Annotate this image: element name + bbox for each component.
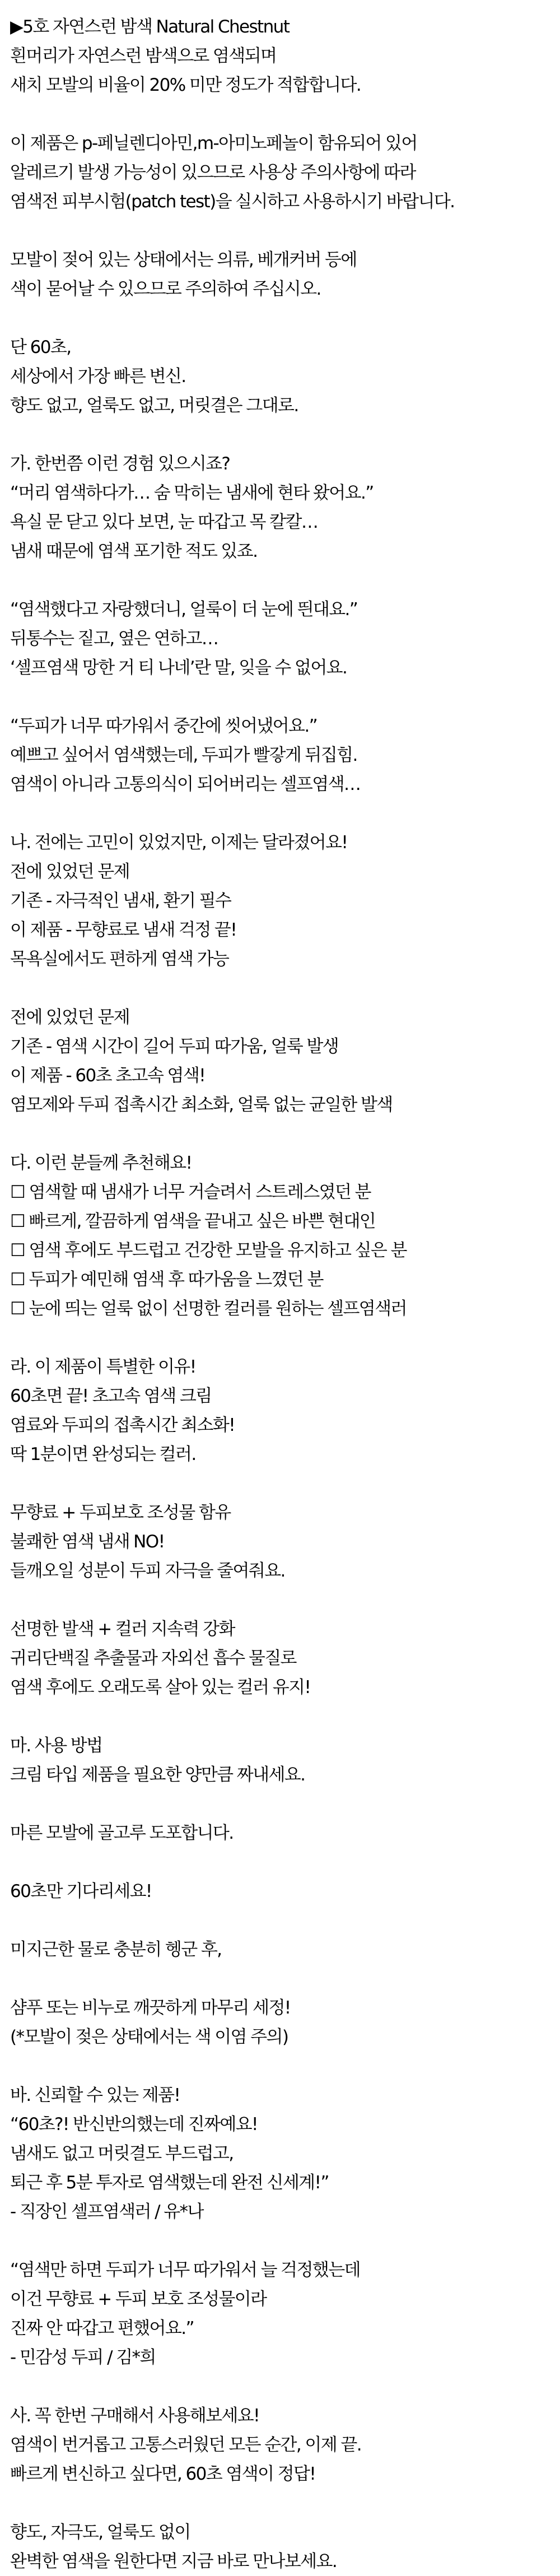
paragraph-gap [10, 1789, 560, 1819]
text-line: 사. 꼭 한번 구매해서 사용해보세요! [10, 2406, 259, 2426]
text-line: 바. 신뢰할 수 있는 제품! [10, 2085, 180, 2105]
text-line: “염색했다고 자랑했더니, 얼룩이 더 눈에 띈대요.” [10, 599, 358, 620]
text-line: 샴푸 또는 비누로 깨끗하게 마무리 세정! [10, 1998, 291, 2018]
text-line: 알레르기 발생 가능성이 있으므로 사용상 주의사항에 따라 [10, 162, 416, 183]
text-line: - 직장인 셀프염색러 / 유*나 [10, 2202, 203, 2222]
paragraph-gap [10, 2489, 560, 2518]
paragraph-gap [10, 682, 560, 712]
text-line: 마른 모발에 골고루 도포합니다. [10, 1823, 234, 1843]
text-line: 들깨오일 성분이 두피 자극을 줄여줘요. [10, 1561, 285, 1581]
text-line: “염색만 하면 두피가 너무 따가워서 늘 걱정했는데 [10, 2260, 360, 2280]
text-line: 이 제품은 p-페닐렌디아민,m-아미노페놀이 함유되어 있어 [10, 133, 417, 154]
text-line: 나. 전에는 고민이 있었지만, 이제는 달라졌어요! [10, 833, 348, 853]
text-line: 전에 있었던 문제 [10, 1007, 129, 1027]
paragraph-gap [10, 799, 560, 828]
text-line: 60초만 기다리세요! [10, 1881, 152, 1901]
text-line: 염료와 두피의 접촉시간 최소화! [10, 1415, 235, 1435]
paragraph-gap [10, 2372, 560, 2401]
text-line: 염색 후에도 오래도록 살아 있는 컬러 유지! [10, 1677, 311, 1698]
paragraph-gap [10, 1848, 560, 1877]
text-line: 이 제품 - 무향료로 냄새 걱정 끝! [10, 920, 237, 940]
paragraph-gap [10, 2052, 560, 2081]
paragraph-gap [10, 420, 560, 449]
text-line: 미지근한 물로 충분히 헹군 후, [10, 1940, 222, 1960]
text-line: 모발이 젖어 있는 상태에서는 의류, 베개커버 등에 [10, 250, 357, 270]
text-line: 단 60초, [10, 337, 71, 357]
text-line: ☐ 두피가 예민해 염색 후 따가움을 느꼈던 분 [10, 1270, 323, 1290]
text-line: 염모제와 두피 접촉시간 최소화, 얼룩 없는 균일한 발색 [10, 1095, 393, 1115]
text-line: 60초면 끝! 초고속 염색 크림 [10, 1386, 212, 1406]
text-line: 빠르게 변신하고 싶다면, 60초 염색이 정답! [10, 2464, 316, 2484]
text-line: “두피가 너무 따가워서 중간에 씻어냈어요.” [10, 716, 318, 736]
text-line: ☐ 눈에 띄는 얼룩 없이 선명한 컬러를 원하는 셀프염색러 [10, 1299, 407, 1319]
text-line: 흰머리가 자연스런 밤색으로 염색되며 [10, 46, 277, 66]
text-line: ‘셀프염색 망한 거 티 나네’란 말, 잊을 수 없어요. [10, 658, 347, 678]
text-line: 이 제품 - 60초 초고속 염색! [10, 1066, 206, 1086]
paragraph-gap [10, 566, 560, 595]
text-line: “60초?! 반신반의했는데 진짜예요! [10, 2114, 258, 2135]
text-line: (*모발이 젖은 상태에서는 색 이염 주의) [10, 2027, 288, 2047]
text-line: “머리 염색하다가… 숨 막히는 냄새에 현타 왔어요.” [10, 483, 374, 503]
text-line: 향도 없고, 얼룩도 없고, 머릿결은 그대로. [10, 396, 298, 416]
paragraph-gap [10, 974, 560, 1003]
paragraph-gap [10, 2226, 560, 2256]
paragraph-gap [10, 216, 560, 245]
text-line: 냄새 때문에 염색 포기한 적도 있죠. [10, 541, 258, 561]
text-line: 마. 사용 방법 [10, 1736, 102, 1756]
text-line: 진짜 안 따갑고 편했어요.” [10, 2318, 194, 2338]
text-line: 라. 이 제품이 특별한 이유! [10, 1357, 196, 1377]
text-line: 향도, 자극도, 얼룩도 없이 [10, 2522, 190, 2542]
text-line: 목욕실에서도 편하게 염색 가능 [10, 949, 229, 969]
text-line: ☐ 염색할 때 냄새가 너무 거슬려서 스트레스였던 분 [10, 1182, 371, 1202]
text-line: 전에 있었던 문제 [10, 862, 129, 882]
paragraph-gap [10, 100, 560, 129]
text-line: 다. 이런 분들께 추천해요! [10, 1153, 192, 1173]
text-line: 가. 한번쯤 이런 경험 있으시죠? [10, 454, 230, 474]
paragraph-gap [10, 304, 560, 333]
text-line: 귀리단백질 추출물과 자외선 흡수 물질로 [10, 1648, 296, 1668]
paragraph-gap [10, 1323, 560, 1352]
text-line: 색이 묻어날 수 있으므로 주의하여 주십시오. [10, 279, 321, 299]
paragraph-gap [10, 1964, 560, 1993]
text-line: 기존 - 염색 시간이 길어 두피 따가움, 얼룩 발생 [10, 1036, 339, 1057]
text-line: 세상에서 가장 빠른 변신. [10, 366, 186, 387]
text-line: 불쾌한 염색 냄새 NO! [10, 1532, 165, 1552]
text-line: ☐ 빠르게, 깔끔하게 염색을 끝내고 싶은 바쁜 현대인 [10, 1211, 376, 1231]
text-line: 새치 모발의 비율이 20% 미만 정도가 적합합니다. [10, 75, 361, 95]
text-line: 염색전 피부시험(patch test)을 실시하고 사용하시기 바랍니다. [10, 192, 455, 212]
text-line: ☐ 염색 후에도 부드럽고 건강한 모발을 유지하고 싶은 분 [10, 1240, 407, 1261]
paragraph-gap [10, 1469, 560, 1498]
text-line: 이건 무향료 + 두피 보호 조성물이라 [10, 2289, 267, 2309]
paragraph-gap [10, 1585, 560, 1615]
paragraph-gap [10, 1906, 560, 1935]
text-line: 무향료 + 두피보호 조성물 함유 [10, 1503, 231, 1523]
text-line: 염색이 번거롭고 고통스러웠던 모든 순간, 이제 끝. [10, 2435, 361, 2455]
text-line: - 민감성 두피 / 김*희 [10, 2347, 156, 2368]
text-line: 기존 - 자극적인 냄새, 환기 필수 [10, 891, 231, 911]
text-line: ▶5호 자연스런 밤색 Natural Chestnut [10, 17, 290, 37]
paragraph-gap [10, 1119, 560, 1148]
text-line: 뒤통수는 짙고, 옆은 연하고… [10, 629, 218, 649]
text-line: 냄새도 없고 머릿결도 부드럽고, [10, 2143, 234, 2164]
text-line: 완벽한 염색을 원한다면 지금 바로 만나보세요. [10, 2551, 337, 2572]
text-line: 염색이 아니라 고통의식이 되어버리는 셀프염색… [10, 774, 361, 794]
text-line: 딱 1분이면 완성되는 컬러. [10, 1444, 196, 1464]
text-line: 예쁘고 싶어서 염색했는데, 두피가 빨갛게 뒤집힘. [10, 745, 357, 765]
text-line: 선명한 발색 + 컬러 지속력 강화 [10, 1619, 235, 1639]
text-line: 크림 타입 제품을 필요한 양만큼 짜내세요. [10, 1765, 305, 1785]
text-line: 퇴근 후 5분 투자로 염색했는데 완전 신세계!” [10, 2173, 329, 2193]
text-line: 욕실 문 닫고 있다 보면, 눈 따갑고 목 칼칼… [10, 512, 318, 532]
paragraph-gap [10, 1702, 560, 1731]
